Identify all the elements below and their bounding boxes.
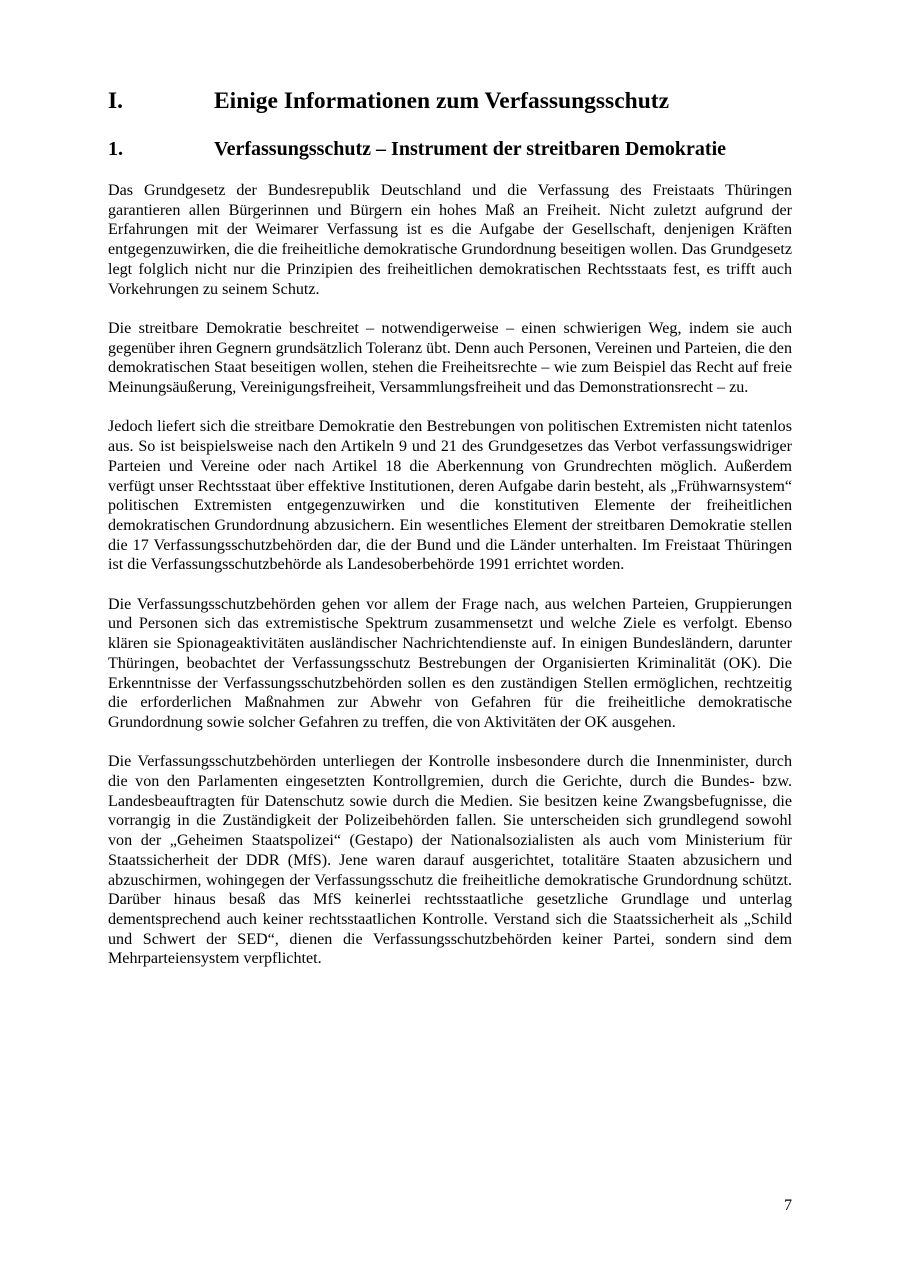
section-title: Einige Informationen zum Verfassungsschutz — [214, 88, 670, 114]
subsection-number: 1. — [108, 138, 123, 160]
section-number: I. — [108, 88, 124, 114]
paragraph-grundgesetz: Das Grundgesetz der Bundesrepublik Deutschland und die Verfassung des Freistaats Thüringen garantieren allen Bürgerinnen und Bürgern ein hohes Maß an Freiheit. Nicht zuletzt aufgrund der Erfahrungen mit der Weimarer Verfassung ist es die Aufgabe der Gesellschaft, denjenigen Kräften entgegenzuwirken, die die freiheitliche demokratische Grundordnung beseitigen wollen. Das Grundgesetz legt folglich nicht nur die Prinzipien des freiheitlichen demokratischen Rechtsstaats fest, es trifft auch Vorkehrungen zu seinem Schutz. — [108, 182, 792, 298]
page-number: 7 — [783, 1197, 792, 1214]
paragraph-extremisten: Jedoch liefert sich die streitbare Demokratie den Bestrebungen von politischen Extremisten nicht tatenlos aus. So ist beispielsweise nach den Artikeln 9 und 21 des Grundgesetzes das Verbot verfassungswidriger Parteien und Vereine oder nach Artikel 18 die Aberkennung von Grundrechten möglich. Außerdem verfügt unser Rechtsstaat über effektive Institutionen, deren Aufgabe darin besteht, als „Frühwarnsystem“ politischen Extremisten entgegenzuwirken und die konstitutiven Elemente der freiheitlichen demokratischen Grundordnung abzusichern. Ein wesentliches Element der streitbaren Demokratie stellen die 17 Verfassungsschutzbehörden dar, die der Bund und die Länder unterhalten. Im Freistaat Thüringen ist die Verfassungsschutzbehörde als Landesoberbehörde 1991 errichtet worden. — [108, 418, 792, 574]
body-text — [108, 181, 792, 989]
paragraph-streitbare-demokratie: Die streitbare Demokratie beschreitet – notwendigerweise – einen schwierigen Weg, indem sie auch gegenüber ihren Gegnern grundsätzlich Toleranz übt. Denn auch Personen, Vereinen und Parteien, die den demokratischen Staat beseitigen wollen, stehen die Freiheitsrechte – wie zum Beispiel das Recht auf freie Meinungsäußerung, Vereinigungsfreiheit, Versammlungsfreiheit und das Demonstrationsrecht – zu. — [108, 319, 792, 397]
paragraph-aufgaben: Die Verfassungsschutzbehörden gehen vor allem der Frage nach, aus welchen Parteien, Gruppierungen und Personen sich das extremistische Spektrum zusammensetzt und welche Ziele es verfolgt. Ebenso klären sie Spionageaktivitäten ausländischer Nachrichtendienste auf. In einigen Bundesländern, darunter Thüringen, beobachtet der Verfassungsschutz Bestrebungen der Organisierten Kriminalität (OK). Die Erkenntnisse der Verfassungsschutzbehörden sollen es den zuständigen Stellen ermöglichen, rechtzeitig die erforderlichen Maßnahmen zur Abwehr von Gefahren für die freiheitliche demokratische Grundordnung sowie solcher Gefahren zu treffen, die von Aktivitäten der OK ausgehen. — [108, 595, 792, 731]
paragraph-kontrolle: Die Verfassungsschutzbehörden unterliegen der Kontrolle insbesondere durch die Innenminister, durch die von den Parlamenten eingesetzten Kontrollgremien, durch die Gerichte, durch die Bundes- bzw. Landesbeauftragten für Datenschutz sowie durch die Medien. Sie besitzen keine Zwangsbefugnisse, die vorrangig in die Zuständigkeit der Polizeibehörden fallen. Sie unterscheiden sich grundlegend sowohl von der „Geheimen Staatspolizei“ (Gestapo) der Nationalsozialisten als auch vom Ministerium für Staatssicherheit der DDR (MfS). Jene waren darauf ausgerichtet, totalitäre Staaten abzusichern und abzuschirmen, wohingegen der Verfassungsschutz die freiheitliche demokratische Grundordnung schützt. Darüber hinaus besaß das MfS keinerlei rechtsstaatliche gesetzliche Grundlage und unterlag dementsprechend auch keiner rechtsstaatlichen Kontrolle. Verstand sich die Staatssicherheit als „Schild und Schwert der SED“, dienen die Verfassungsschutzbehörden keiner Partei, sondern sind dem Mehrparteiensystem verpflichtet. — [108, 753, 792, 968]
subsection-title: Verfassungsschutz – Instrument der streitbaren Demokratie — [214, 138, 727, 160]
